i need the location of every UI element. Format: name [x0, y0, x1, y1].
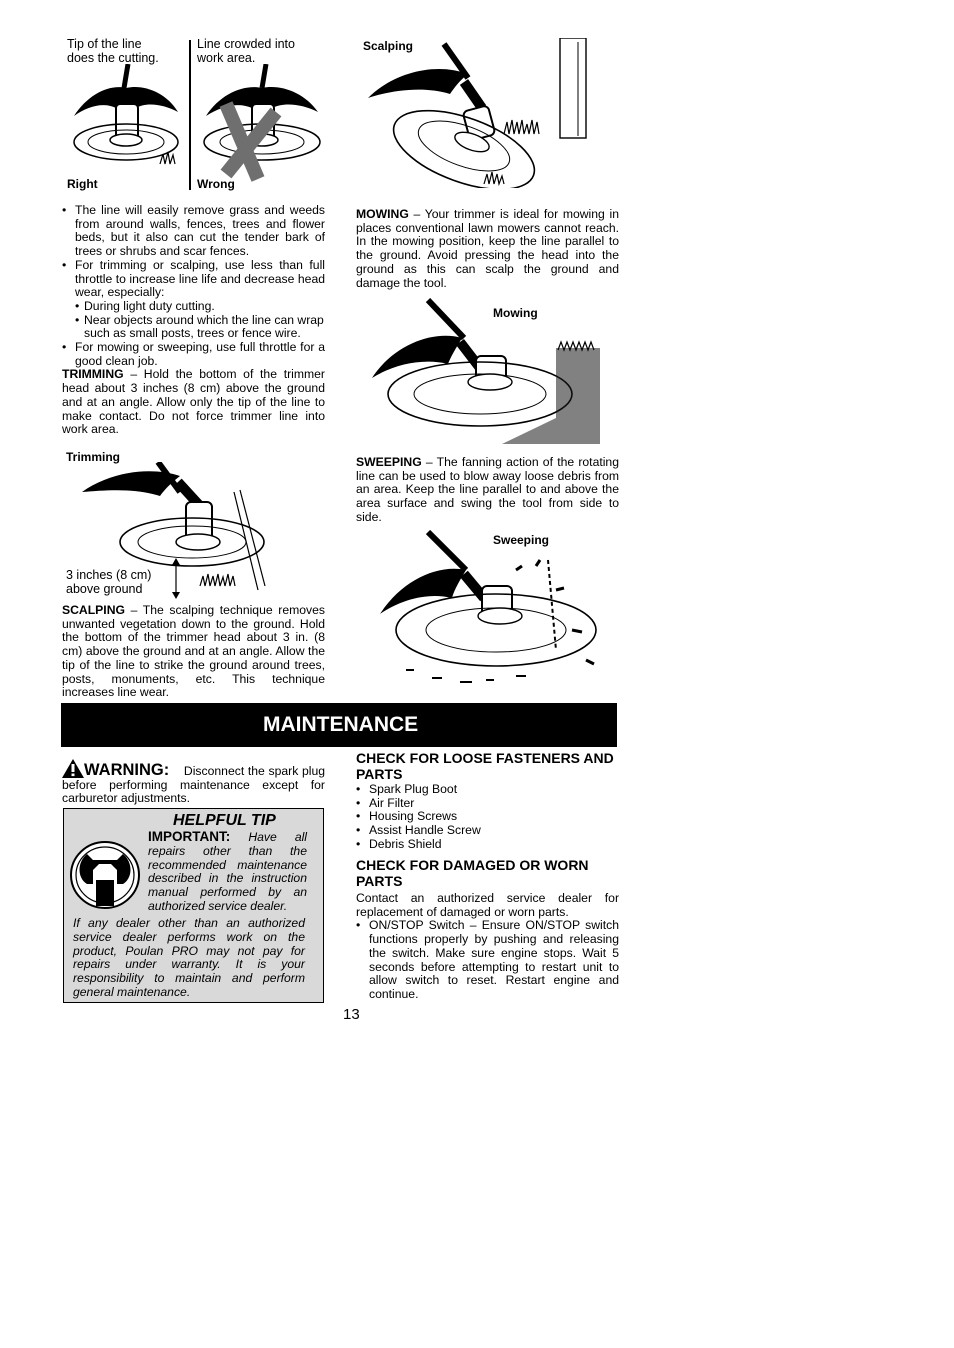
mowing-paragraph: MOWING – Your trimmer is ideal for mowing in places conventional lawn mowers cannot reach. In the mowing position, keep the line parallel to the ground. Avoid pressing the head into the ground as this can scalp the ground and damage the tool. [356, 207, 619, 290]
loose-item: • Air Filter [356, 797, 619, 811]
sub-bullet-item: • Near objects around which the line can wrap such as small posts, trees or fence wire. [62, 314, 325, 341]
check-damaged-title: CHECK FOR DAMAGED OR WORN PARTS [356, 857, 589, 889]
maintenance-banner [61, 703, 617, 747]
loose-item: • Spark Plug Boot [356, 783, 619, 797]
loose-item: • Assist Handle Screw [356, 824, 619, 838]
important-text: IMPORTANT: Have all repairs other than the recommended maintenance described in the instruction manual performed by an authorized service dealer. [148, 829, 308, 913]
check-loose-section [356, 751, 619, 852]
warning-word: WARNING: [84, 761, 170, 779]
warning-icon [62, 759, 84, 778]
left-bullet-block [62, 204, 325, 437]
helpful-tip-title: HELPFUL TIP [173, 812, 276, 829]
trimming-height-label: 3 inches (8 cm) above ground [66, 568, 152, 596]
scalping-illustration [364, 38, 620, 188]
helpful-tip-box [63, 808, 324, 1003]
mowing-heading: MOWING [356, 207, 409, 221]
important-word: IMPORTANT: [148, 829, 231, 844]
sub-bullet-item: • During light duty cutting. [62, 300, 325, 314]
sweeping-label: Sweeping [493, 533, 550, 547]
scalping-heading: SCALPING [62, 603, 125, 617]
tip-warranty-text: If any dealer other than an authorized service dealer performs work on the product, Poulan PRO may not pay for repairs under warranty. It is your responsibility to maintain and perform general maintenance. [73, 916, 305, 999]
bullet-item: • For trimming or scalping, use less than full throttle to increase line life and decrease head wear, especially: [62, 259, 325, 300]
bullet-item: • For mowing or sweeping, use full throttle for a good clean job. [62, 341, 325, 368]
warning-block [62, 759, 325, 806]
trimming-label: Trimming [66, 450, 121, 464]
scalping-block [62, 604, 325, 700]
figure-divider [189, 40, 191, 190]
page-number: 13 [343, 1006, 360, 1023]
wrench-icon [69, 840, 141, 910]
loose-item: • Housing Screws [356, 810, 619, 824]
mowing-label: Mowing [493, 306, 538, 320]
scalping-label: Scalping [363, 39, 414, 53]
sweeping-paragraph: SWEEPING – The fanning action of the rotating line can be used to blow away loose debris from an area. Keep the line parallel to and above the area surface and swing the tool from side to side. [356, 455, 619, 524]
wrong-label: Wrong [197, 177, 235, 191]
wrong-trim-illustration [196, 64, 326, 186]
warning-paragraph: WARNING: Disconnect the spark plug before performing maintenance except for carburetor adjustments. [62, 761, 325, 806]
sweeping-illustration [376, 530, 604, 690]
bullet-item: • The line will easily remove grass and weeds from around walls, fences, trees and flower beds, but it also can cut the tender bark of trees or shrubs and scar fences. [62, 204, 325, 259]
right-label: Right [67, 177, 98, 191]
check-damaged-section [356, 858, 619, 1002]
right-trim-illustration [68, 64, 186, 174]
maintenance-title: MAINTENANCE [263, 713, 419, 736]
check-loose-title: CHECK FOR LOOSE FASTENERS AND PARTS [356, 750, 614, 782]
right-caption: Tip of the line does the cutting. [67, 37, 159, 65]
trimming-paragraph: TRIMMING – Hold the bottom of the trimmer head about 3 inches (8 cm) above the ground and at an angle. Allow only the tip of the line to make contact. Do not force trimmer line into work area. [62, 367, 325, 437]
sweeping-heading: SWEEPING [356, 455, 422, 469]
mowing-block [356, 208, 619, 290]
damaged-text: Contact an authorized service dealer for replacement of damaged or worn parts. [356, 891, 619, 919]
loose-item: • Debris Shield [356, 838, 619, 852]
mowing-illustration [368, 298, 604, 446]
wrong-caption: Line crowded into work area. [197, 37, 295, 65]
scalping-paragraph: SCALPING – The scalping technique removes unwanted vegetation down to the ground. Hold the bottom of the trimmer head about 3 in. (8 cm) above the ground and at an angle. Allow the tip of the line to strike the ground around trees, posts, monuments, etc. This technique increases line wear. [62, 603, 325, 700]
onstop-item: • ON/STOP Switch – Ensure ON/STOP switch functions properly by pushing and releasing the switch. Make sure engine stops. Wait 5 seconds before attempting to restart unit to allow switch to reset. Restart engine and continue. [356, 919, 619, 1001]
trimming-heading: TRIMMING [62, 367, 124, 382]
sweeping-block [356, 456, 619, 525]
